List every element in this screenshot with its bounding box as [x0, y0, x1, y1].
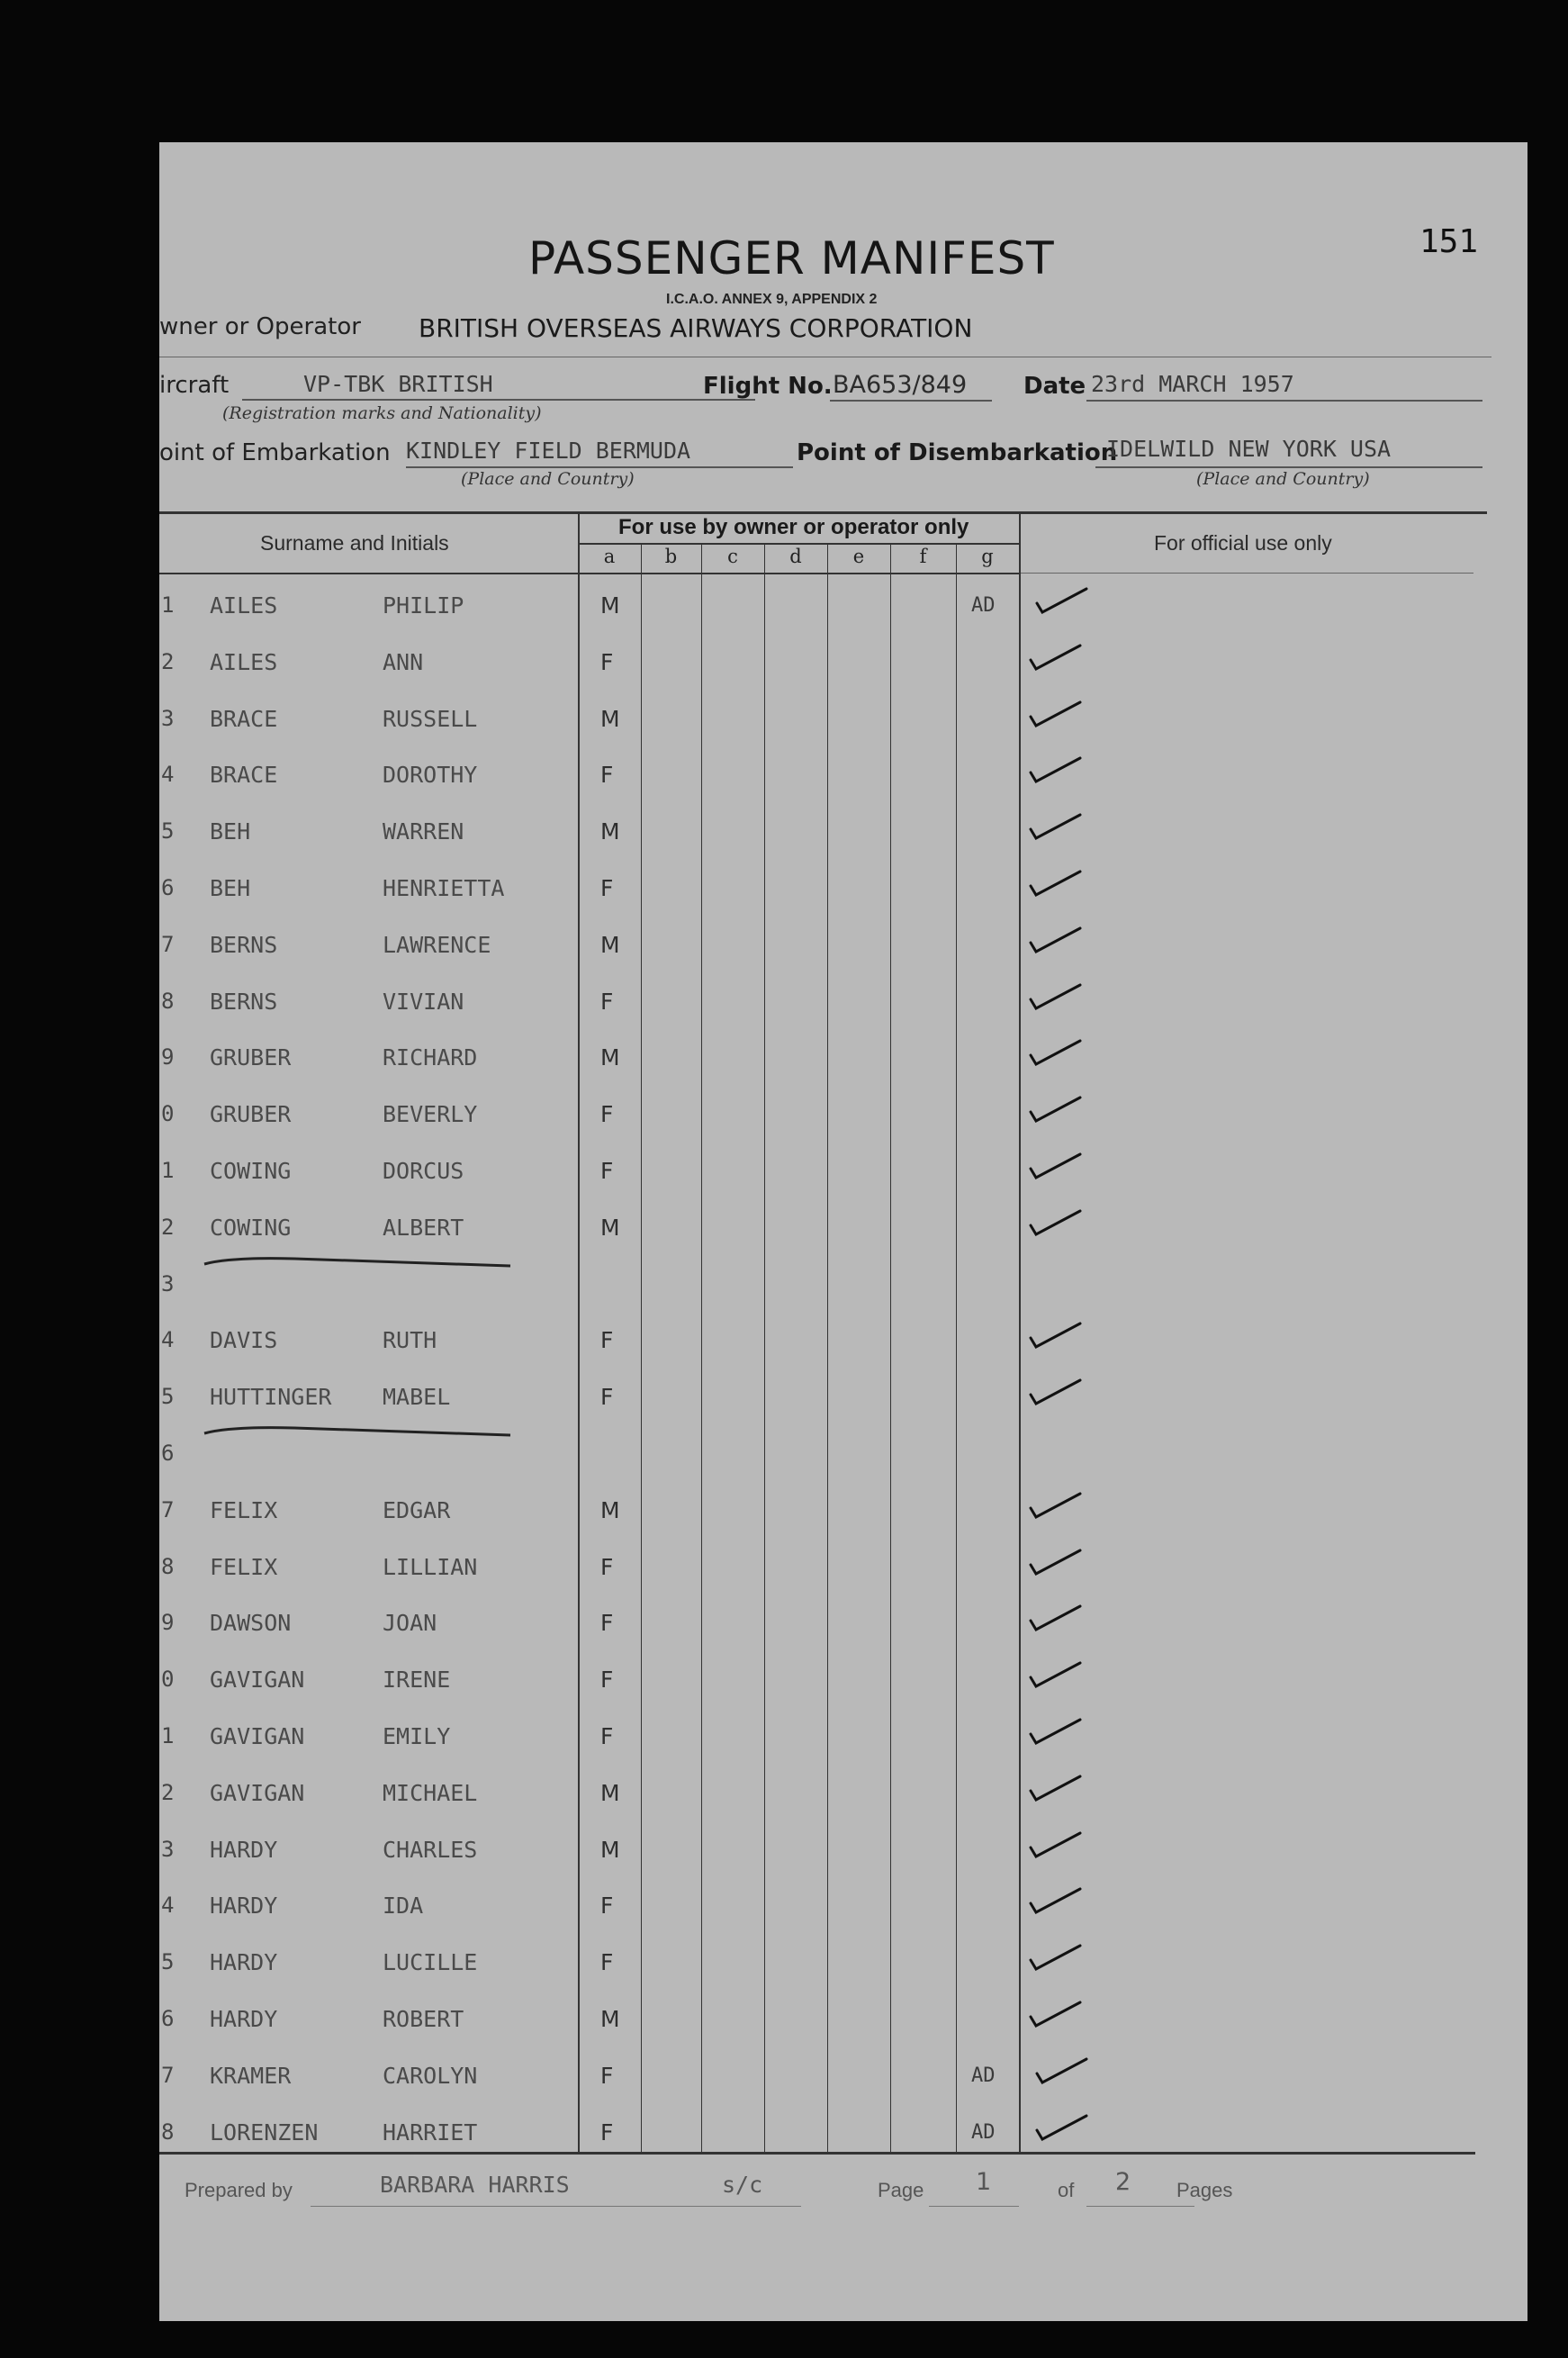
aircraft-value: VP-TBK BRITISH: [303, 371, 493, 397]
check-mark: [1031, 872, 1080, 895]
check-mark: [1031, 1889, 1080, 1912]
of-value: 2: [1115, 2168, 1131, 2196]
aircraft-label: ircraft: [159, 372, 230, 399]
given-name-cell: ANN: [383, 649, 424, 675]
check-mark: [1031, 1211, 1080, 1234]
aircraft-caption: (Registration marks and Nationality): [222, 403, 542, 423]
sex-cell: M: [600, 2006, 620, 2032]
surname-cell: AILES: [210, 592, 278, 619]
check-mark: [1031, 985, 1080, 1008]
row-number: 2: [161, 1215, 175, 1240]
row-number: 7: [161, 1497, 175, 1522]
row-number: 8: [161, 1554, 175, 1579]
sex-cell: F: [600, 1723, 614, 1749]
row-number: 4: [161, 762, 175, 787]
column-g-cell: AD: [971, 2121, 996, 2144]
surname-cell: BEH: [210, 875, 251, 901]
surname-cell: GAVIGAN: [210, 1667, 305, 1693]
check-mark: [1031, 1776, 1080, 1800]
surname-cell: HUTTINGER: [210, 1384, 332, 1410]
check-marks: [159, 142, 1527, 2321]
sex-cell: M: [600, 1497, 620, 1523]
given-name-cell: DORCUS: [383, 1158, 464, 1184]
embark-label: oint of Embarkation: [159, 439, 391, 466]
sex-cell: M: [600, 592, 620, 619]
disembark-caption: (Place and Country): [1196, 469, 1370, 489]
page-value: 1: [976, 2168, 992, 2196]
row-number: 6: [161, 2006, 175, 2031]
row-number: 9: [161, 1610, 175, 1635]
check-mark: [1031, 815, 1080, 838]
surname-cell: BRACE: [210, 706, 278, 732]
date-label: Date: [1023, 373, 1086, 400]
check-mark: [1031, 1946, 1080, 1969]
check-mark: [1037, 2059, 1086, 2082]
check-mark: [1031, 1154, 1080, 1178]
surname-cell: GAVIGAN: [210, 1723, 305, 1749]
row-number: 4: [161, 1327, 175, 1352]
check-mark: [1031, 1720, 1080, 1743]
check-mark: [1031, 1041, 1080, 1064]
check-mark: [1031, 928, 1080, 952]
disembark-label: Point of Disembarkation: [797, 439, 1118, 466]
manifest-sheet: [159, 142, 1527, 2321]
of-label: of: [1058, 2179, 1075, 2201]
check-mark: [1031, 1606, 1080, 1630]
given-name-cell: DOROTHY: [383, 762, 478, 788]
sex-cell: F: [600, 762, 614, 788]
embark-caption: (Place and Country): [461, 469, 635, 489]
document-title: PASSENGER MANIFEST: [528, 232, 1055, 285]
disembark-value: IDELWILD NEW YORK USA: [1106, 436, 1392, 462]
surname-cell: GRUBER: [210, 1101, 292, 1127]
row-number: 8: [161, 2119, 175, 2145]
pages-label: Pages: [1176, 2179, 1233, 2201]
column-letter-e: e: [852, 546, 865, 567]
operator-label: wner or Operator: [159, 313, 361, 340]
surname-cell: FELIX: [210, 1554, 278, 1580]
surname-header: Surname and Initials: [260, 531, 449, 555]
surname-cell: HARDY: [210, 1893, 278, 1919]
page-number: 151: [1419, 223, 1479, 260]
given-name-cell: ROBERT: [383, 2006, 464, 2032]
prepared-value: BARBARA HARRIS: [380, 2172, 570, 2198]
row-number: 7: [161, 2063, 175, 2088]
sex-cell: F: [600, 2119, 614, 2146]
column-letter-d: d: [789, 546, 802, 567]
sex-cell: M: [600, 818, 620, 845]
surname-cell: HARDY: [210, 1949, 278, 1975]
row-number: 7: [161, 932, 175, 957]
column-g-cell: AD: [971, 594, 996, 617]
surname-cell: KRAMER: [210, 2063, 292, 2089]
official-header: For official use only: [1154, 531, 1332, 555]
check-mark: [1031, 2002, 1080, 2026]
check-mark: [1031, 646, 1080, 669]
given-name-cell: CAROLYN: [383, 2063, 478, 2089]
row-number: 6: [161, 875, 175, 900]
sex-cell: F: [600, 2063, 614, 2089]
given-name-cell: JOAN: [383, 1610, 437, 1636]
row-number: 5: [161, 818, 175, 844]
row-number: 2: [161, 1780, 175, 1805]
sex-cell: F: [600, 1893, 614, 1919]
given-name-cell: CHARLES: [383, 1837, 478, 1863]
check-mark: [1031, 1550, 1080, 1574]
sex-cell: M: [600, 932, 620, 958]
sex-cell: M: [600, 1215, 620, 1241]
surname-cell: HARDY: [210, 2006, 278, 2032]
check-mark: [1031, 1663, 1080, 1686]
sex-cell: F: [600, 1610, 614, 1636]
check-mark: [1031, 1833, 1080, 1857]
column-g-cell: AD: [971, 2064, 996, 2087]
check-mark: [1031, 1324, 1080, 1347]
surname-cell: LORENZEN: [210, 2119, 319, 2146]
row-number: 1: [161, 1158, 175, 1183]
given-name-cell: MICHAEL: [383, 1780, 478, 1806]
given-name-cell: RICHARD: [383, 1044, 478, 1071]
page-field: [929, 2179, 1019, 2207]
flight-value: BA653/849: [833, 371, 968, 399]
check-mark: [1031, 758, 1080, 781]
surname-cell: AILES: [210, 649, 278, 675]
row-number: 3: [161, 1837, 175, 1862]
row-number: 1: [161, 592, 175, 618]
sex-cell: F: [600, 875, 614, 901]
sex-cell: F: [600, 1101, 614, 1127]
owner-header: For use by owner or operator only: [618, 515, 969, 539]
check-mark: [1031, 1494, 1080, 1517]
check-mark: [1031, 702, 1080, 726]
surname-cell: GAVIGAN: [210, 1780, 305, 1806]
given-name-cell: MABEL: [383, 1384, 451, 1410]
given-name-cell: LUCILLE: [383, 1949, 478, 1975]
row-number: 3: [161, 1271, 175, 1296]
row-number: 5: [161, 1949, 175, 1974]
surname-cell: BERNS: [210, 932, 278, 958]
check-mark: [1037, 589, 1086, 612]
surname-cell: BEH: [210, 818, 251, 845]
surname-cell: FELIX: [210, 1497, 278, 1523]
column-letter-g: g: [981, 546, 994, 567]
row-number: 4: [161, 1893, 175, 1918]
flight-label: Flight No.: [703, 373, 833, 400]
document-subtitle: I.C.A.O. ANNEX 9, APPENDIX 2: [666, 292, 878, 307]
given-name-cell: VIVIAN: [383, 989, 464, 1015]
page-label: Page: [878, 2179, 924, 2201]
column-letter-a: a: [603, 546, 616, 567]
row-number: 9: [161, 1044, 175, 1070]
sex-cell: F: [600, 1949, 614, 1975]
strike-line: [204, 1259, 510, 1266]
table-bottom-rule: [159, 2152, 1475, 2155]
sex-cell: F: [600, 1327, 614, 1353]
surname-cell: BERNS: [210, 989, 278, 1015]
given-name-cell: ALBERT: [383, 1215, 464, 1241]
surname-cell: HARDY: [210, 1837, 278, 1863]
given-name-cell: PHILIP: [383, 592, 464, 619]
sex-cell: F: [600, 1667, 614, 1693]
row-number: 0: [161, 1101, 175, 1126]
row-number: 0: [161, 1667, 175, 1692]
given-name-cell: LAWRENCE: [383, 932, 491, 958]
check-mark: [1037, 2116, 1086, 2139]
surname-cell: BRACE: [210, 762, 278, 788]
sex-cell: F: [600, 1158, 614, 1184]
prepared-label: Prepared by: [185, 2179, 293, 2201]
embark-value: KINDLEY FIELD BERMUDA: [406, 438, 691, 464]
date-value: 23rd MARCH 1957: [1091, 371, 1294, 397]
surname-cell: DAVIS: [210, 1327, 278, 1353]
given-name-cell: EDGAR: [383, 1497, 451, 1523]
column-letter-f: f: [919, 546, 927, 567]
row-number: 8: [161, 989, 175, 1014]
surname-cell: DAWSON: [210, 1610, 292, 1636]
sex-cell: F: [600, 989, 614, 1015]
column-letter-c: c: [727, 546, 738, 567]
given-name-cell: RUTH: [383, 1327, 437, 1353]
row-number: 6: [161, 1441, 175, 1466]
row-number: 3: [161, 706, 175, 731]
sex-cell: M: [600, 706, 620, 732]
sex-cell: F: [600, 1554, 614, 1580]
sex-cell: F: [600, 649, 614, 675]
given-name-cell: HARRIET: [383, 2119, 478, 2146]
surname-cell: GRUBER: [210, 1044, 292, 1071]
given-name-cell: WARREN: [383, 818, 464, 845]
given-name-cell: IRENE: [383, 1667, 451, 1693]
sex-cell: M: [600, 1837, 620, 1863]
sex-cell: M: [600, 1780, 620, 1806]
column-letter-b: b: [664, 546, 678, 567]
given-name-cell: BEVERLY: [383, 1101, 478, 1127]
operator-value: BRITISH OVERSEAS AIRWAYS CORPORATION: [419, 313, 973, 343]
given-name-cell: EMILY: [383, 1723, 451, 1749]
surname-cell: COWING: [210, 1158, 292, 1184]
prepared-role: s/c: [722, 2172, 763, 2198]
surname-cell: COWING: [210, 1215, 292, 1241]
sex-cell: F: [600, 1384, 614, 1410]
row-number: 1: [161, 1723, 175, 1748]
given-name-cell: HENRIETTA: [383, 875, 505, 901]
check-mark: [1031, 1098, 1080, 1121]
sex-cell: M: [600, 1044, 620, 1071]
check-mark: [1031, 1380, 1080, 1404]
given-name-cell: RUSSELL: [383, 706, 478, 732]
strike-line: [204, 1428, 510, 1435]
row-number: 5: [161, 1384, 175, 1409]
given-name-cell: LILLIAN: [383, 1554, 478, 1580]
row-number: 2: [161, 649, 175, 674]
given-name-cell: IDA: [383, 1893, 424, 1919]
